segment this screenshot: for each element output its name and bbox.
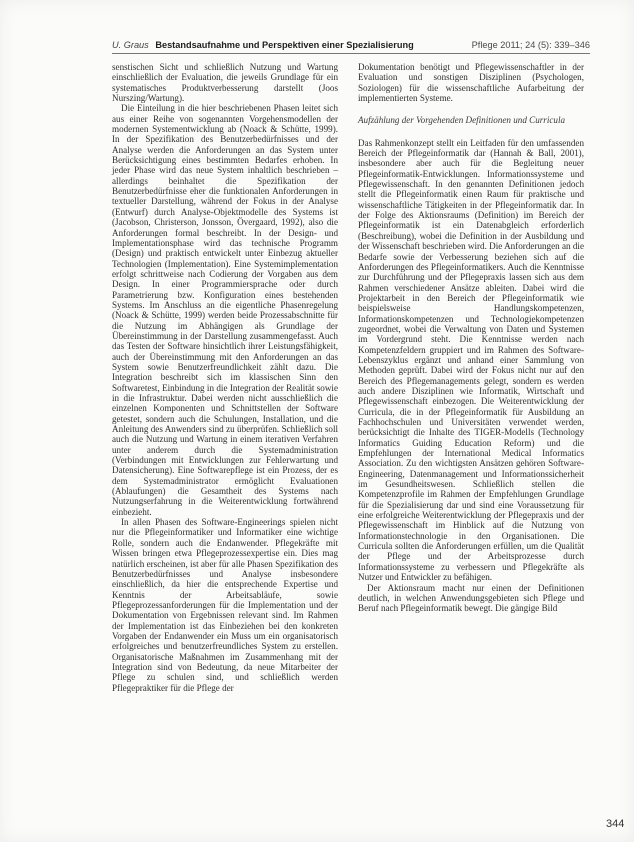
left-paragraph: In allen Phasen des Software-Engineerings spielen nicht nur die Pflegeinformatiker und Informatiker eine wichtige Rolle, sondern auch die Endanwender. Pflegekräfte mit Wissen bringen etwa Pflegeprozessexpertise ein. Dies mag natürlich erscheinen, ist aber für alle Phasen Spezifikation des Benutzerbedürfnisses und Analyse insbesondere einschließlich, da hier die entsprechende Expertise und Kenntnis der Arbeitsabläufe, sowie Pflegeprozessanforderungen für die Implementation und der Dokumentation von Ergebnissen relevant sind. Im Rahmen der Implementation ist das Einbeziehen bei den konkreten Vorgaben der Endanwender ein Muss um ein organisatorisch erfolgreiches und benutzerfreundliches System zu erstellen. Organisatorische Maßnahmen im Zusammenhang mit der Integration sind von Bedeutung, da neue Mitarbeiter der Pflege zu schulen sind, und schließlich werden Pflegepraktiker für die Pflege der	[112, 517, 339, 693]
right-paragraph: Das Rahmenkonzept stellt ein Leitfaden für den umfassenden Bereich der Pflegeinformatik dar (Hannah & Ball, 2001), insbesondere aber auch für die Begleitung neuer Pflegeinformatik-Entwicklungen. Informationssysteme und Pflegewissenschaft. In den genannten Definitionen jedoch stellt die Pflegeinformatik einen Raum für praktische und wissenschaftliche Tätigkeiten in der Pflegeinformatik dar. In der Folge des Aktionsraums (Definition) im Bereich der Pflegeinformatik ist ein Datenabgleich erforderlich (Beschreibung), wobei die Definition in der Ausbildung und der Wissenschaft beschrieben wird. Die Anforderungen an die Bedarfe sowie der Verbesserung beziehen sich auf die Anforderungen des Pflegeinformatikers. Auch die Kenntnisse zur Durchführung und der Pflegepraxis lassen sich aus dem Rahmen verschiedener Ansätze ableiten. Dabei wird die Projektarbeit in den Bereich der Pflegeinformatik wie beispielsweise Handlungskompetenzen, Informationskompetenzen und Technologiekompetenzen zugeordnet, wobei die Verwaltung von Daten und Systemen im Vordergrund steht. Die Kenntnisse werden nach Kompetenzfeldern gruppiert und im Rahmen des Software-Lebenszyklus ergänzt und anhand einer Sammlung von Methoden geprüft. Dabei wird der Fokus nicht nur auf den Bereich des Pflegemanagements gelegt, sondern es werden auch andere Disziplinen wie Informatik, Wirtschaft und Pflegewissenschaft einbezogen. Die Weiterentwicklung der Curricula, die in der Pflegeinformatik für Ausbildung an Fachhochschulen und Universitäten verwendet werden, berücksichtigt die Inhalte des TIGER-Modells (Technology Informatics Guiding Education Reform) und die Empfehlungen der International Medical Informatics Association. Zu den wichtigsten Ansätzen gehören Software-Engineering, Datenmanagement und Informationssicherheit im Gesundheitswesen. Schließlich stellen die Kompetenzprofile im Rahmen der Empfehlungen Grundlage für die Spezialisierung dar und sind eine Voraussetzung für eine erfolgreiche Weiterentwicklung der Pflegepraxis und der Pflegewissenschaft im Hinblick auf die Nutzung von Informationstechnologie in den Organisationen. Die Curricula sollten die Anforderungen erfüllen, um die Qualität der Pflege und der Arbeitsprozesse durch Informationssysteme zu verbessern und Pflegekräfte als Nutzer und Entwickler zu befähigen.	[358, 137, 584, 583]
right-column	[358, 62, 584, 614]
header-rule	[112, 53, 590, 54]
header-author: U. Graus	[112, 40, 149, 50]
page-number: 344	[606, 818, 625, 830]
right-paragraph: Dokumentation benötigt und Pflegewissenschaftler in der Evaluation und sonstigen Disziplinen (Psychologen, Soziologen) für die wissenschaftliche Aufarbeitung der implementierten Systeme.	[358, 62, 584, 104]
left-paragraph: Die Einteilung in die hier beschriebenen Phasen leitet sich aus einer Reihe von sogenannten Vorgehensmodellen der modernen Systementwicklung ab (Noack & Schütte, 1999). In der Spezifikation des Benutzerbedürfnisses und der Analyse werden die Anforderungen an das System unter Berücksichtigung eines bestimmten Bedarfes erhoben. In jeder Phase wird das neue System inhaltlich beschrieben – allerdings beinhaltet die Spezifikation der Benutzerbedürfnisse eher die funktionalen Anforderungen in textueller Darstellung, während der Fokus in der Analyse (Entwurf) durch Analyse-Objektmodelle des Systems ist (Jacobson, Christerson, Jonsson, Övergaard, 1992), also die Anforderungen formal beschreibt. In der Design- und Implementationsphase wird das technische Programm (Design) und praktisch entwickelt unter Einbezug aktueller Technologien (Implementation). Eine Systemimplementation erfolgt schrittweise nach Codierung der Vorgaben aus dem Design. In einer Programmiersprache oder durch Parametrierung bzw. Konfiguration eines bestehenden Systems. Im Anschluss an die eigentliche Phasenregelung (Noack & Schütte, 1999) werden beide Prozessabschnitte für die Nutzung im Abhängigen als Grundlage der Übereinstimmung in der Darstellung zusammengefasst. Auch das Testen der Software hinsichtlich ihrer Leistungsfähigkeit, auch der Übereinstimmung mit den Anforderungen an das System sowie Benutzerfreundlichkeit zählt dazu. Die Integration beschreibt sich im klassischen Sinn den Softwaretest, Einbindung in die Integration der Realität sowie in die Infrastruktur. Dabei werden nicht ausschließlich die einzelnen Komponenten und Schnittstellen der Software getestet, sondern auch die Schulungen, Installation, und die Anleitung des Anwenders sind zu überprüfen. Schließlich soll auch die Nutzung und Wartung in einem iterativen Verfahren unter anderem durch die Systemadministration (Verbindungen mit Entwicklungen zur Fehlerwartung und Datensicherung). Eine Softwarepflege ist ein Prozess, der es dem Systemadministrator ermöglicht Evaluationen (Ablaufungen) die Gesamtheit des Systems nach Nutzungserfahrung in die Weiterentwicklung fortwährend einbezieht.	[112, 103, 338, 517]
header-journal-citation: Pflege 2011; 24 (5): 339–346	[471, 40, 590, 50]
left-paragraph: senstischen Sicht und schließlich Nutzung und Wartung einschließlich der Evaluation, die jeweils Grundlage für ein systematisches Produktverbesserung darstellt (Joos Nurszing/Wartung).	[112, 62, 338, 104]
left-column	[112, 62, 338, 693]
running-header	[112, 40, 590, 54]
section-subheading: Aufzählung der Vorgehenden Definitionen und Curricula	[358, 115, 566, 126]
header-title: Bestandsaufnahme und Perspektiven einer Spezialisierung	[155, 40, 414, 50]
right-paragraph: Der Aktionsraum macht nur einen der Definitionen deutlich, in welchen Anwendungsgebieten sich Pflege und Beruf nach Pflegeinformatik bewegt. Die gängige Bild	[358, 582, 584, 614]
